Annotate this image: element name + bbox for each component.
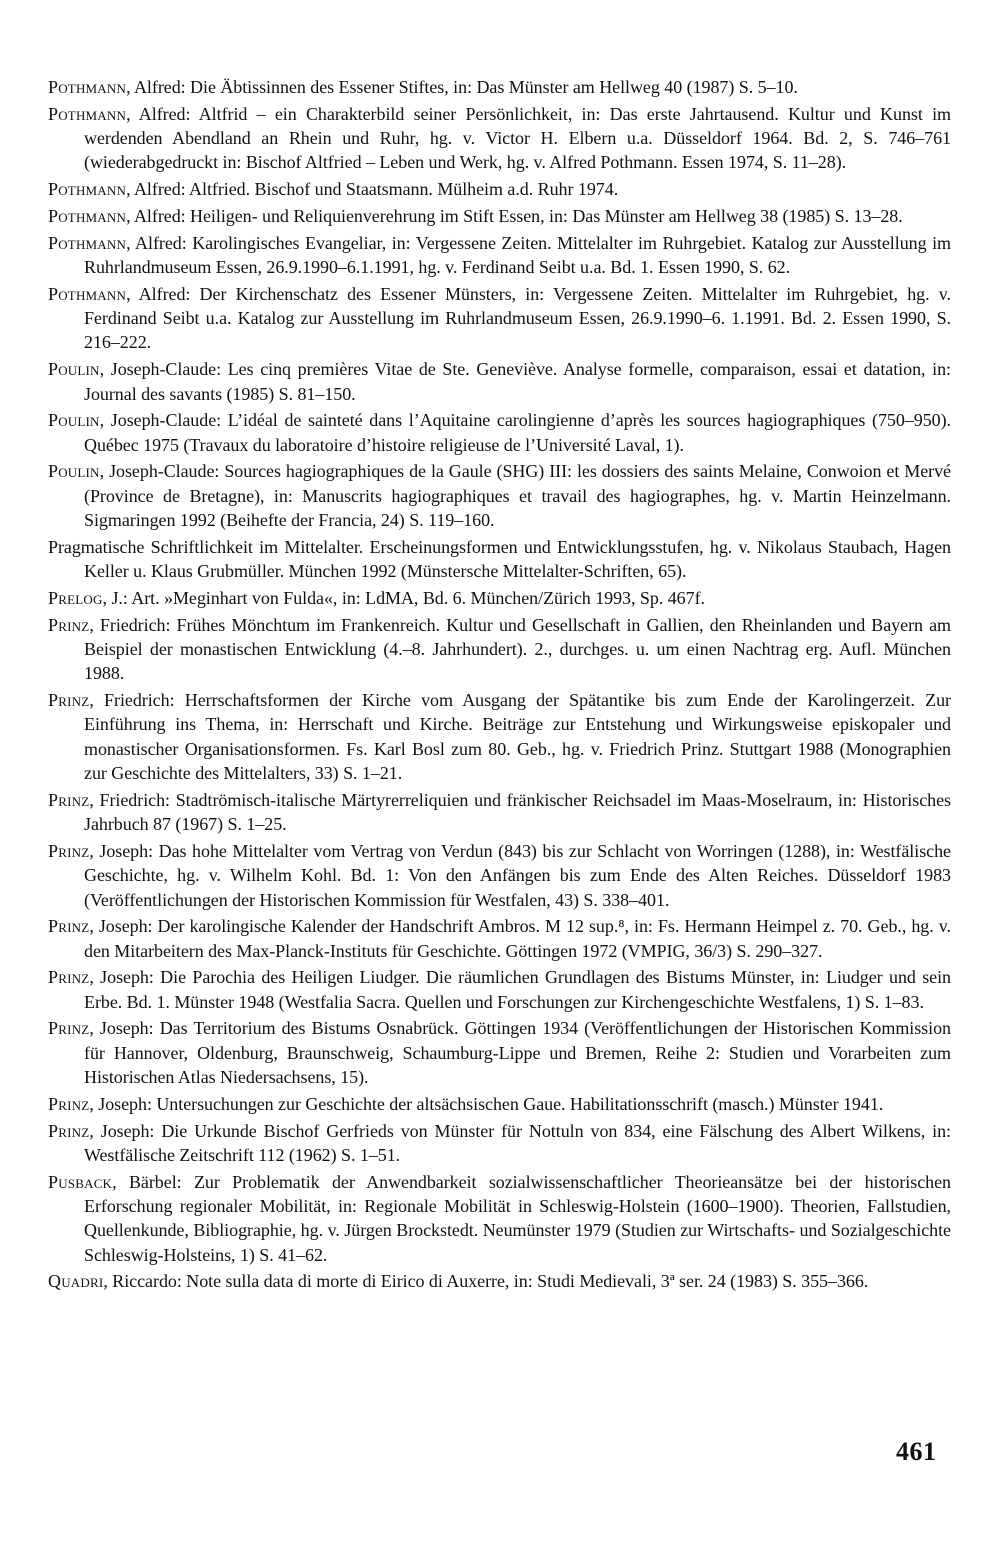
entry-text: , Joseph: Der karolingische Kalender der Handschrift Ambros. M 12 sup.⁸, in: Fs. Hermann Heimpel z. 70. Geb., hg. v. den Mitarbeitern des Max-Planck-Instituts für Geschichte. Göttingen 1972 (VMPIG, 36/3) S. 290–327. [84, 916, 951, 961]
bibliography-entry [48, 102, 951, 175]
bibliography-entry [48, 1269, 951, 1293]
entry-text: , Riccardo: Note sulla data di morte di Eirico di Auxerre, in: Studi Medievali, 3ª ser. 24 (1983) S. 355–366. [103, 1271, 869, 1292]
bibliography-entry [48, 613, 951, 686]
bibliography-entry [48, 535, 951, 584]
entry-text: , Joseph-Claude: Les cinq premières Vitae de Ste. Geneviève. Analyse formelle, comparaison, essai et datation, in: Journal des savants (1985) S. 81–150. [84, 359, 951, 404]
entry-text: , Alfred: Karolingisches Evangeliar, in: Vergessene Zeiten. Mittelalter im Ruhrgebiet. Katalog zur Ausstellung im Ruhrlandmuseum Essen, 26.9.1990–6.1.1991, hg. v. Ferdinand Seibt u.a. Bd. 1. Essen 1990, S. 62. [84, 232, 951, 278]
entry-author: Pusback [48, 1171, 113, 1192]
bibliography-entry [48, 1092, 951, 1116]
entry-author: Poulin [48, 461, 100, 482]
entry-text: , Alfred: Die Äbtissinnen des Essener Stiftes, in: Das Münster am Hellweg 40 (1987) S. 5–10. [126, 77, 798, 97]
entry-author: Prinz [48, 690, 90, 711]
entry-author: Pothmann [48, 103, 127, 124]
entry-author: Prinz [48, 789, 90, 810]
entry-author: Prinz [48, 1018, 90, 1039]
bibliography-entry [48, 459, 951, 532]
bibliography-entry [48, 1170, 951, 1267]
entry-author: Prinz [48, 916, 90, 937]
entry-author: Pothmann [48, 179, 127, 200]
bibliography-entry [48, 1119, 951, 1168]
entry-author: Prinz [48, 614, 90, 635]
bibliography-entry [48, 204, 951, 228]
bibliography-entry [48, 788, 951, 837]
entry-text: , Joseph-Claude: L’idéal de sainteté dans l’Aquitaine carolingienne d’après les sources hagiographiques (750–950). Québec 1975 (Travaux du laboratoire d’histoire religieuse de l’Université Laval, 1). [84, 410, 951, 455]
entry-author: Prinz [48, 967, 90, 988]
entry-author: Poulin [48, 359, 100, 380]
bibliography-entry [48, 282, 951, 355]
entry-text: , Joseph: Das Territorium des Bistums Osnabrück. Göttingen 1934 (Veröffentlichungen der Historischen Kommission für Hannover, Oldenburg, Braunschweig, Schaumburg-Lippe und Bremen, Reihe 2: Studien und Vorarbeiten zum Historischen Atlas Niedersachsens, 15). [84, 1018, 951, 1088]
bibliography-entry [48, 231, 951, 280]
bibliography-list [48, 75, 951, 1296]
entry-author: Prelog [48, 587, 103, 608]
bibliography-entry [48, 75, 951, 99]
entry-text: Pragmatische Schriftlichkeit im Mittelalter. Erscheinungsformen und Entwicklungsstufen, hg. v. Nikolaus Staubach, Hagen Keller u. Klaus Grubmüller. München 1992 (Münstersche Mittelalter-Schriften, 65). [48, 536, 951, 582]
entry-author: Poulin [48, 410, 100, 431]
bibliography-entry [48, 1016, 951, 1089]
bibliography-entry [48, 914, 951, 963]
entry-author: Quadri [48, 1271, 104, 1292]
entry-author: Pothmann [48, 205, 127, 226]
bibliography-entry [48, 839, 951, 912]
entry-text: , Joseph: Das hohe Mittelalter vom Vertrag von Verdun (843) bis zur Schlacht von Worringen (1288), in: Westfälische Geschichte, hg. v. Wilhelm Kohl. Bd. 1: Von den Anfängen bis zum Ende des Alten Reiches. Düsseldorf 1983 (Veröffentlichungen der Historischen Kommission für Westfalen, 43) S. 338–401. [84, 840, 951, 910]
entry-author: Prinz [48, 1120, 90, 1141]
entry-author: Pothmann [48, 232, 127, 253]
entry-text: , Alfred: Altfried. Bischof und Staatsmann. Mülheim a.d. Ruhr 1974. [126, 179, 619, 200]
entry-text: , Joseph: Die Urkunde Bischof Gerfrieds von Münster für Nottuln von 834, eine Fälschung des Albert Wilkens, in: Westfälische Zeitschrift 112 (1962) S. 1–51. [84, 1120, 951, 1165]
entry-author: Pothmann [48, 77, 127, 97]
bibliography-entry [48, 408, 951, 457]
entry-text: , Joseph: Untersuchungen zur Geschichte der altsächsischen Gaue. Habilitationsschrift (masch.) Münster 1941. [89, 1093, 884, 1114]
entry-text: , Alfred: Heiligen- und Reliquienverehrung im Stift Essen, in: Das Münster am Hellweg 38 (1985) S. 13–28. [126, 205, 903, 226]
bibliography-entry [48, 688, 951, 785]
page-number: 461 [896, 1437, 937, 1466]
entry-author: Pothmann [48, 283, 127, 304]
bibliography-entry [48, 177, 951, 201]
entry-text: , Friedrich: Stadtrömisch-italische Märtyrerreliquien und fränkischer Reichsadel im Maas-Moselraum, in: Historisches Jahrbuch 87 (1967) S. 1–25. [84, 789, 951, 835]
entry-text: , Joseph: Die Parochia des Heiligen Liudger. Die räumlichen Grundlagen des Bistums Münster, in: Liudger und sein Erbe. Bd. 1. Münster 1948 (Westfalia Sacra. Quellen und Forschungen zur Kirchengeschichte Westfalens, 1) S. 1–83. [84, 967, 951, 1012]
entry-author: Prinz [48, 840, 90, 861]
entry-text: , Friedrich: Herrschaftsformen der Kirche vom Ausgang der Spätantike bis zum Ende der Karolingerzeit. Zur Einführung ins Thema, in: Herrschaft und Kirche. Beiträge zur Entstehung und Wirkungsweise episkopaler und monastischer Organisationsformen. Fs. Karl Bosl zum 80. Geb., hg. v. Friedrich Prinz. Stuttgart 1988 (Monographien zur Geschichte des Mittelalters, 33) S. 1–21. [84, 690, 951, 784]
entry-text: , Alfred: Der Kirchenschatz des Essener Münsters, in: Vergessene Zeiten. Mittelalter im Ruhrgebiet, hg. v. Ferdinand Seibt u.a. Katalog zur Ausstellung im Ruhrlandmuseum Essen, 26.9.1990–6. 1.1991. Bd. 2. Essen 1990, S. 216–222. [84, 283, 951, 353]
entry-text: , Alfred: Altfrid – ein Charakterbild seiner Persönlichkeit, in: Das erste Jahrtausend. Kultur und Kunst im werdenden Abendland an Rhein und Ruhr, hg. v. Victor H. Elbern u.a. Düsseldorf 1964. Bd. 2, S. 746–761 (wiederabgedruckt in: Bischof Altfried – Leben und Werk, hg. v. Alfred Pothmann. Essen 1974, S. 11–28). [84, 103, 951, 173]
entry-text: , J.: Art. »Meginhart von Fulda«, in: LdMA, Bd. 6. München/Zürich 1993, Sp. 467f. [102, 587, 705, 608]
bibliography-entry [48, 965, 951, 1014]
bibliography-entry [48, 357, 951, 406]
entry-author: Prinz [48, 1093, 90, 1114]
entry-text: , Friedrich: Frühes Mönchtum im Frankenreich. Kultur und Gesellschaft in Gallien, den Rheinlanden und Bayern am Beispiel der monastischen Entwicklung (4.–8. Jahrhundert). 2., durchges. u. um einen Nachtrag erg. Aufl. München 1988. [84, 614, 951, 684]
entry-text: , Joseph-Claude: Sources hagiographiques de la Gaule (SHG) III: les dossiers des saints Melaine, Conwoion et Mervé (Province de Bretagne), in: Manuscrits hagiographiques et travail des hagiographes, hg. v. Martin Heinzelmann. Sigmaringen 1992 (Beihefte der Francia, 24) S. 119–160. [84, 461, 951, 531]
entry-text: , Bärbel: Zur Problematik der Anwendbarkeit sozialwissenschaftlicher Theorieansätze bei der historischen Erforschung regionaler Mobilität, in: Regionale Mobilität in Schleswig-Holstein (1600–1900). Theorien, Fallstudien, Quellenkunde, Bibliographie, hg. v. Jürgen Brockstedt. Neumünster 1979 (Studien zur Wirtschafts- und Sozialgeschichte Schleswig-Holsteins, 1) S. 41–62. [84, 1171, 951, 1265]
bibliography-entry [48, 586, 951, 610]
